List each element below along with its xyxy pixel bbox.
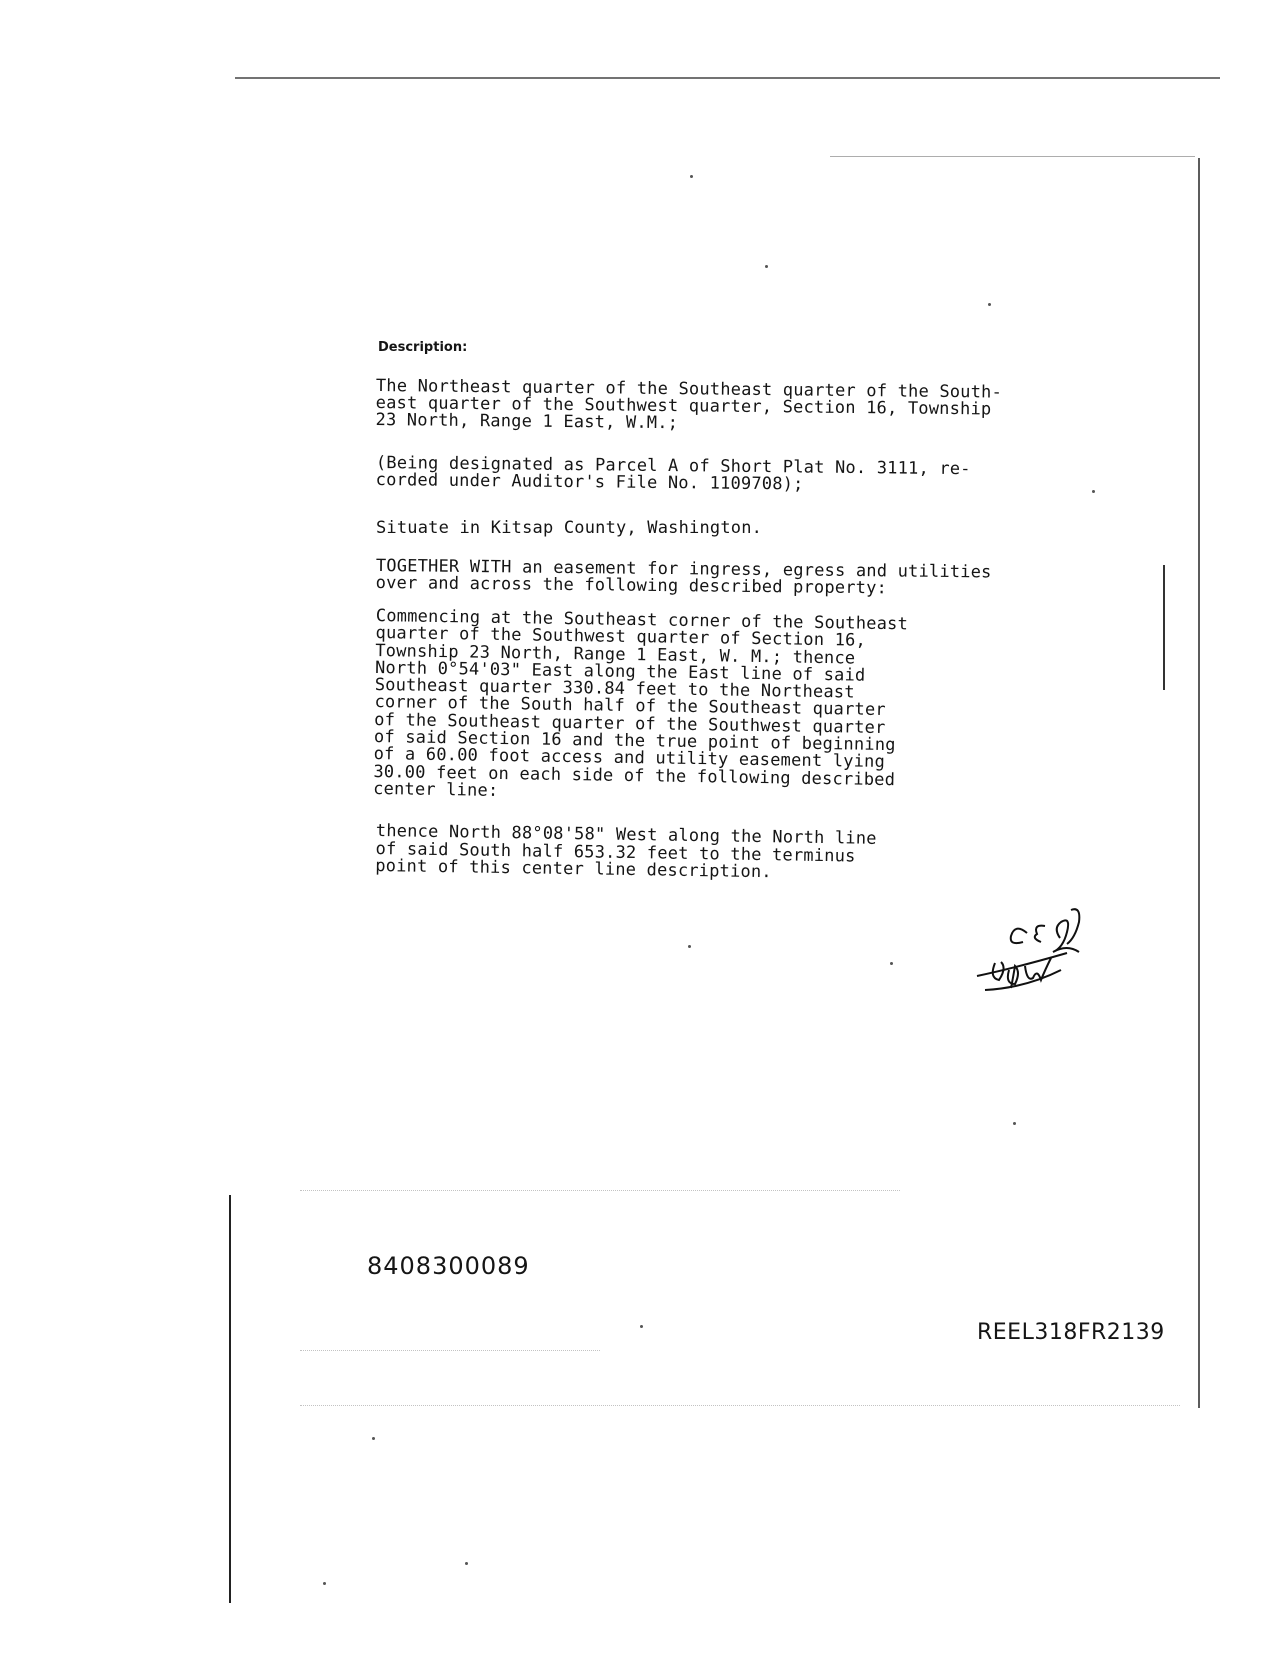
- scan-dot: [640, 1325, 643, 1328]
- recording-document-number: 8408300089: [367, 1252, 530, 1280]
- scan-noise-line: [300, 1350, 600, 1352]
- center-line-paragraph: thence North 88°08'58" West along the North line of said South half 653.32 feet to the terminus point of this center line description.: [375, 821, 877, 883]
- scan-dot: [465, 1562, 468, 1565]
- legal-description-paragraph: The Northeast quarter of the Southeast quarter of the South- east quarter of the Southwest quarter, Section 16, Township 23 North, Range 1 East, W.M.;: [375, 376, 1003, 434]
- scan-dot: [765, 265, 768, 268]
- scan-border-top-right: [830, 156, 1195, 157]
- handwritten-initials-signature: [975, 908, 1115, 998]
- scan-border-right: [1198, 158, 1200, 1408]
- scan-dot: [890, 962, 893, 965]
- scan-dot: [1092, 490, 1095, 493]
- easement-intro-paragraph: TOGETHER WITH an easement for ingress, egress and utilities over and across the following described property:: [375, 556, 992, 599]
- scan-noise-line: [300, 1190, 900, 1192]
- easement-description-paragraph: Commencing at the Southeast corner of the Southeast quarter of the Southwest quarter of Section 16, Township 23 North, Range 1 East, W. M.; thence North 0°54'03" East along the East line of said Southeast quarter 330.84 feet to the Northeast corner of the South half of the Southeast quarter of the Southeast quarter of the Southwest quarter of said Section 16 and the true point of beginning of a 60.00 foot access and utility easement lying 30.00 feet on each side of the following described center line:: [373, 606, 909, 801]
- county-paragraph: Situate in Kitsap County, Washington.: [376, 518, 763, 538]
- scan-mark-vertical: [1163, 565, 1165, 690]
- scan-dot: [690, 175, 693, 178]
- scan-dot: [1013, 1122, 1016, 1125]
- scan-border-top: [235, 77, 1220, 79]
- parcel-designation-paragraph: (Being designated as Parcel A of Short Plat No. 3111, re- corded under Auditor's File No. 1109708);: [375, 453, 971, 495]
- reel-page-stamp: REEL318FR2139: [977, 1320, 1165, 1345]
- scan-dot: [688, 945, 691, 948]
- scan-dot: [323, 1582, 326, 1585]
- scan-dot: [988, 303, 991, 306]
- scan-dot: [372, 1437, 375, 1440]
- description-label: Description:: [378, 340, 468, 355]
- scan-noise-line: [300, 1405, 1180, 1407]
- scan-border-left: [229, 1195, 231, 1603]
